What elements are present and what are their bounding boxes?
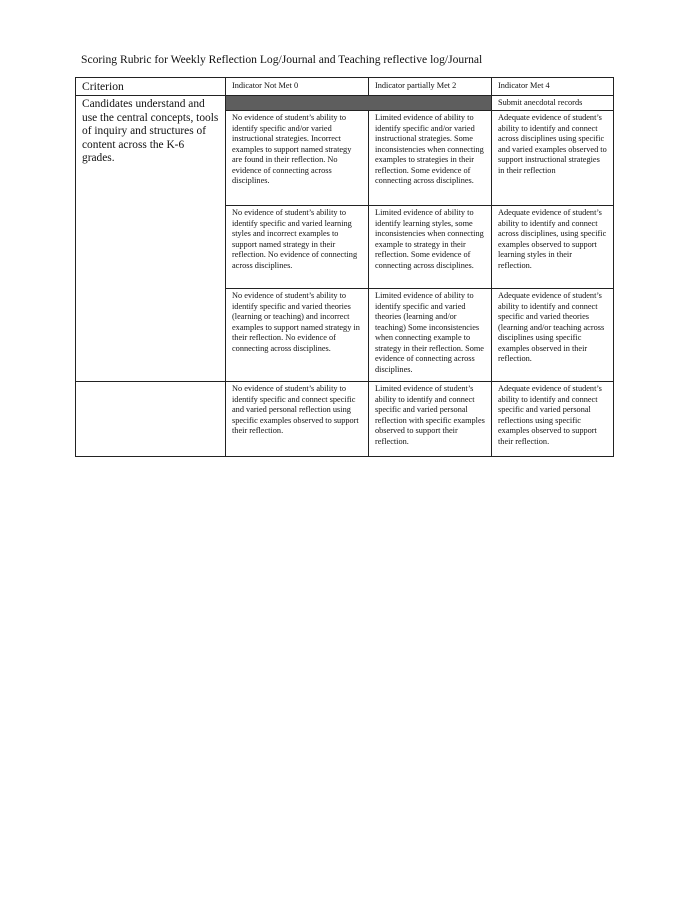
header-not-met: Indicator Not Met 0 [226,78,369,96]
row3-met: Adequate evidence of student’s ability to identify and connect specific and varied theories (learning and/or teaching across disciplines using specific examples observed in their reflection. [492,289,614,382]
row3-not-met: No evidence of student’s ability to identify specific and varied theories (learning or teaching) and incorrect examples to support named strategy in their reflection. No evidence of connecting across disciplines. [226,289,369,382]
row2-partially-met: Limited evidence of ability to identify learning styles, some inconsistencies when connecting example to strategy in their reflection. Some evidence of connecting across disciplines. [369,206,492,289]
document-title: Scoring Rubric for Weekly Reflection Log/Journal and Teaching reflective log/Journal [81,53,483,66]
header-criterion: Criterion [76,78,226,96]
row4-not-met: No evidence of student’s ability to identify specific and connect specific and varied personal reflection using specific examples observed to support their reflection. [226,382,369,457]
row1-partially-met: Limited evidence of ability to identify specific and/or varied instructional strategies. Some inconsistencies when connecting examples to strategies in their reflection. Some evidence of connecting across disciplines. [369,111,492,206]
header-met: Indicator Met 4 [492,78,614,96]
row4-met: Adequate evidence of student’s ability to identify and connect specific and varied personal reflections using specific examples observed to support their reflection. [492,382,614,457]
row1-met: Adequate evidence of student’s ability to identify and connect across disciplines using specific and varied examples observed to support instructional strategies in their reflection [492,111,614,206]
row4-partially-met: Limited evidence of student’s ability to identify and connect specific and varied personal reflection with specific examples observed to support their reflection. [369,382,492,457]
header-row [76,78,614,96]
empty-criterion-cell [76,382,226,457]
rubric-table [75,77,614,457]
note-row [76,96,614,111]
criterion-cell: Candidates understand and use the central concepts, tools of inquiry and structures of content across the K-6 grades. [76,96,226,382]
row2-met: Adequate evidence of student’s ability to identify and connect across disciplines, using specific examples observed to support learning styles in their reflection. [492,206,614,289]
row1-not-met: No evidence of student’s ability to identify specific and/or varied instructional strategies. Incorrect examples to support named strategy are found in their reflection. No evidence of connecting across disciplines. [226,111,369,206]
row2-not-met: No evidence of student’s ability to identify specific and varied learning styles and incorrect examples to support named strategy in their reflection. No evidence of connecting across disciplines. [226,206,369,289]
anecdotal-note: Submit anecdotal records [492,96,614,111]
row3-partially-met: Limited evidence of ability to identify specific and varied theories (learning and/or teaching) Some inconsistencies when connecting example to strategy in their reflection. Some evidence of connecting across disciplines. [369,289,492,382]
table-row [76,382,614,457]
shaded-bar [226,96,492,111]
header-partially-met: Indicator partially Met 2 [369,78,492,96]
